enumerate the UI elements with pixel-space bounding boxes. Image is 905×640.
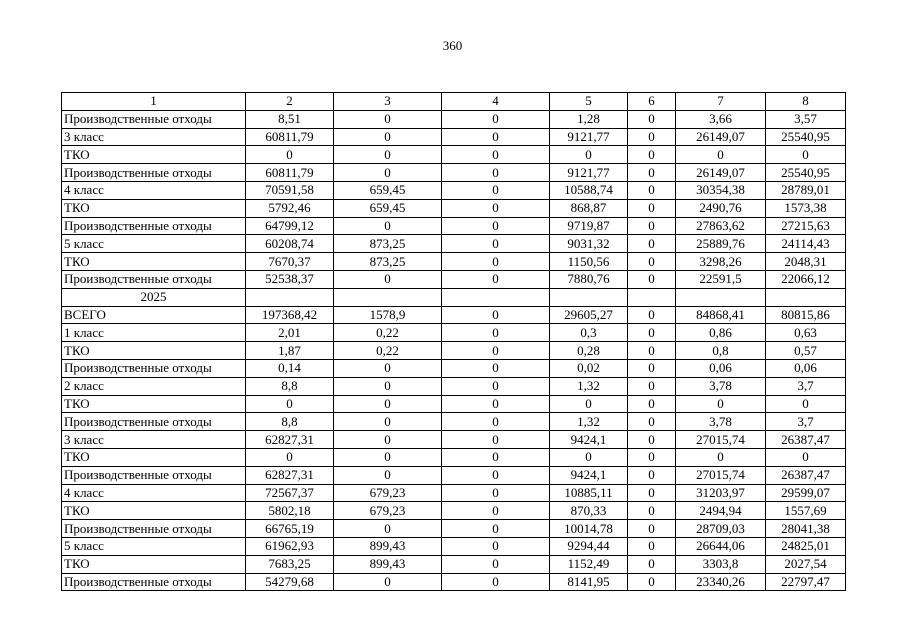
value-cell xyxy=(766,288,846,306)
value-cell: 8,8 xyxy=(246,413,334,431)
value-cell: 0 xyxy=(442,537,550,555)
value-cell: 0 xyxy=(628,520,676,538)
value-cell: 0 xyxy=(442,199,550,217)
value-cell: 0 xyxy=(442,235,550,253)
value-cell: 0,02 xyxy=(550,359,628,377)
column-header: 8 xyxy=(766,93,846,111)
value-cell: 27215,63 xyxy=(766,217,846,235)
table-row xyxy=(62,359,846,377)
value-cell: 1578,9 xyxy=(334,306,442,324)
value-cell: 0,22 xyxy=(334,324,442,342)
value-cell xyxy=(676,288,766,306)
value-cell: 1557,69 xyxy=(766,502,846,520)
value-cell: 28709,03 xyxy=(676,520,766,538)
value-cell: 0 xyxy=(766,448,846,466)
table-row xyxy=(62,342,846,360)
value-cell: 0 xyxy=(442,324,550,342)
value-cell xyxy=(628,288,676,306)
value-cell: 7670,37 xyxy=(246,253,334,271)
value-cell: 3,7 xyxy=(766,377,846,395)
row-label-cell: 3 класс xyxy=(62,431,246,449)
row-label-cell: ТКО xyxy=(62,253,246,271)
value-cell: 899,43 xyxy=(334,555,442,573)
value-cell: 0 xyxy=(334,110,442,128)
value-cell: 60811,79 xyxy=(246,164,334,182)
value-cell: 0 xyxy=(628,448,676,466)
value-cell: 2027,54 xyxy=(766,555,846,573)
value-cell: 0 xyxy=(442,413,550,431)
value-cell: 0 xyxy=(442,466,550,484)
table-row xyxy=(62,466,846,484)
value-cell: 22797,47 xyxy=(766,573,846,591)
table-row xyxy=(62,502,846,520)
value-cell: 22066,12 xyxy=(766,270,846,288)
table-row xyxy=(62,128,846,146)
value-cell: 0 xyxy=(628,253,676,271)
value-cell: 0 xyxy=(442,181,550,199)
value-cell: 873,25 xyxy=(334,253,442,271)
value-cell: 25540,95 xyxy=(766,128,846,146)
value-cell: 0 xyxy=(628,431,676,449)
value-cell: 0,3 xyxy=(550,324,628,342)
row-label-cell: 4 класс xyxy=(62,181,246,199)
value-cell: 64799,12 xyxy=(246,217,334,235)
table-row xyxy=(62,431,846,449)
value-cell: 2490,76 xyxy=(676,199,766,217)
value-cell: 0 xyxy=(442,342,550,360)
value-cell xyxy=(442,288,550,306)
table-row xyxy=(62,164,846,182)
value-cell: 31203,97 xyxy=(676,484,766,502)
row-label-cell: 5 класс xyxy=(62,537,246,555)
table-row xyxy=(62,270,846,288)
value-cell: 0 xyxy=(550,448,628,466)
value-cell: 24114,43 xyxy=(766,235,846,253)
value-cell: 0 xyxy=(628,555,676,573)
value-cell: 0 xyxy=(676,146,766,164)
value-cell: 25540,95 xyxy=(766,164,846,182)
value-cell: 0 xyxy=(628,377,676,395)
value-cell: 0 xyxy=(628,164,676,182)
value-cell xyxy=(334,288,442,306)
value-cell: 26149,07 xyxy=(676,128,766,146)
table-row xyxy=(62,324,846,342)
value-cell: 0 xyxy=(442,377,550,395)
table-row xyxy=(62,555,846,573)
value-cell: 80815,86 xyxy=(766,306,846,324)
value-cell: 0 xyxy=(676,395,766,413)
value-cell: 0 xyxy=(442,217,550,235)
row-label-cell: 3 класс xyxy=(62,128,246,146)
table-row xyxy=(62,520,846,538)
value-cell: 0 xyxy=(766,146,846,164)
value-cell: 0 xyxy=(628,199,676,217)
value-cell: 60811,79 xyxy=(246,128,334,146)
value-cell: 24825,01 xyxy=(766,537,846,555)
value-cell: 54279,68 xyxy=(246,573,334,591)
row-label-cell: ТКО xyxy=(62,342,246,360)
table-row xyxy=(62,235,846,253)
value-cell: 0 xyxy=(628,110,676,128)
value-cell: 2494,94 xyxy=(676,502,766,520)
value-cell: 0 xyxy=(442,306,550,324)
value-cell: 0 xyxy=(628,466,676,484)
value-cell: 0,8 xyxy=(676,342,766,360)
value-cell: 0 xyxy=(442,555,550,573)
value-cell: 9719,87 xyxy=(550,217,628,235)
value-cell: 0,57 xyxy=(766,342,846,360)
table-row xyxy=(62,253,846,271)
value-cell: 8,8 xyxy=(246,377,334,395)
value-cell: 868,87 xyxy=(550,199,628,217)
value-cell: 9294,44 xyxy=(550,537,628,555)
value-cell: 899,43 xyxy=(334,537,442,555)
value-cell: 0 xyxy=(442,448,550,466)
value-cell: 3303,8 xyxy=(676,555,766,573)
value-cell: 1152,49 xyxy=(550,555,628,573)
value-cell: 2,01 xyxy=(246,324,334,342)
value-cell: 28789,01 xyxy=(766,181,846,199)
row-label-cell: Производственные отходы xyxy=(62,217,246,235)
value-cell: 1,87 xyxy=(246,342,334,360)
row-label-cell: Производственные отходы xyxy=(62,110,246,128)
value-cell: 26387,47 xyxy=(766,466,846,484)
value-cell: 679,23 xyxy=(334,484,442,502)
table-row xyxy=(62,181,846,199)
row-label-cell: ТКО xyxy=(62,199,246,217)
row-label-cell: Производственные отходы xyxy=(62,164,246,182)
row-label-cell: ТКО xyxy=(62,555,246,573)
table-row xyxy=(62,199,846,217)
value-cell: 7880,76 xyxy=(550,270,628,288)
value-cell: 30354,38 xyxy=(676,181,766,199)
row-label-cell: ТКО xyxy=(62,146,246,164)
value-cell: 659,45 xyxy=(334,181,442,199)
value-cell: 9424,1 xyxy=(550,466,628,484)
table-row xyxy=(62,484,846,502)
value-cell: 0,06 xyxy=(676,359,766,377)
row-label-cell: Производственные отходы xyxy=(62,466,246,484)
value-cell: 0 xyxy=(442,484,550,502)
value-cell: 0 xyxy=(334,448,442,466)
table-row xyxy=(62,110,846,128)
value-cell: 25889,76 xyxy=(676,235,766,253)
value-cell: 61962,93 xyxy=(246,537,334,555)
table-row xyxy=(62,573,846,591)
value-cell: 3,78 xyxy=(676,377,766,395)
value-cell: 27863,62 xyxy=(676,217,766,235)
value-cell: 679,23 xyxy=(334,502,442,520)
value-cell: 8141,95 xyxy=(550,573,628,591)
value-cell: 0,28 xyxy=(550,342,628,360)
value-cell: 0 xyxy=(442,431,550,449)
value-cell: 0 xyxy=(334,377,442,395)
value-cell: 10885,11 xyxy=(550,484,628,502)
column-header: 7 xyxy=(676,93,766,111)
value-cell xyxy=(246,288,334,306)
column-header: 1 xyxy=(62,93,246,111)
data-table xyxy=(61,92,846,591)
value-cell: 2048,31 xyxy=(766,253,846,271)
value-cell: 0 xyxy=(628,217,676,235)
value-cell: 10014,78 xyxy=(550,520,628,538)
value-cell: 0 xyxy=(628,235,676,253)
value-cell: 0,06 xyxy=(766,359,846,377)
row-label-cell: ВСЕГО xyxy=(62,306,246,324)
value-cell: 0 xyxy=(334,146,442,164)
value-cell: 1,32 xyxy=(550,377,628,395)
value-cell: 0 xyxy=(628,537,676,555)
column-header: 5 xyxy=(550,93,628,111)
value-cell: 3,66 xyxy=(676,110,766,128)
value-cell: 84868,41 xyxy=(676,306,766,324)
value-cell: 870,33 xyxy=(550,502,628,520)
value-cell: 5792,46 xyxy=(246,199,334,217)
value-cell: 62827,31 xyxy=(246,466,334,484)
table-row xyxy=(62,395,846,413)
value-cell: 197368,42 xyxy=(246,306,334,324)
value-cell: 0 xyxy=(442,128,550,146)
value-cell: 26644,06 xyxy=(676,537,766,555)
row-label-cell: Производственные отходы xyxy=(62,413,246,431)
value-cell: 1,28 xyxy=(550,110,628,128)
value-cell: 3298,26 xyxy=(676,253,766,271)
value-cell: 0 xyxy=(442,270,550,288)
value-cell: 0 xyxy=(334,217,442,235)
value-cell: 66765,19 xyxy=(246,520,334,538)
value-cell: 0 xyxy=(550,146,628,164)
row-label-cell: ТКО xyxy=(62,502,246,520)
page-number: 360 xyxy=(442,38,463,53)
value-cell: 0,86 xyxy=(676,324,766,342)
row-label-cell: Производственные отходы xyxy=(62,520,246,538)
value-cell: 0 xyxy=(246,448,334,466)
value-cell: 0 xyxy=(628,342,676,360)
row-label-cell: Производственные отходы xyxy=(62,573,246,591)
value-cell: 5802,18 xyxy=(246,502,334,520)
value-cell: 0 xyxy=(334,431,442,449)
value-cell: 0 xyxy=(334,520,442,538)
value-cell: 0 xyxy=(628,146,676,164)
value-cell: 22591,5 xyxy=(676,270,766,288)
value-cell: 70591,58 xyxy=(246,181,334,199)
table-row xyxy=(62,146,846,164)
value-cell: 27015,74 xyxy=(676,431,766,449)
value-cell: 0 xyxy=(442,520,550,538)
value-cell: 3,57 xyxy=(766,110,846,128)
table-row xyxy=(62,217,846,235)
column-header: 6 xyxy=(628,93,676,111)
value-cell: 1,32 xyxy=(550,413,628,431)
table-row xyxy=(62,537,846,555)
value-cell: 26387,47 xyxy=(766,431,846,449)
column-header: 2 xyxy=(246,93,334,111)
value-cell: 0 xyxy=(628,270,676,288)
value-cell: 29599,07 xyxy=(766,484,846,502)
value-cell: 0 xyxy=(334,359,442,377)
value-cell: 3,7 xyxy=(766,413,846,431)
value-cell: 23340,26 xyxy=(676,573,766,591)
table-row xyxy=(62,306,846,324)
value-cell: 29605,27 xyxy=(550,306,628,324)
value-cell: 0 xyxy=(442,502,550,520)
value-cell: 62827,31 xyxy=(246,431,334,449)
value-cell: 0 xyxy=(334,395,442,413)
value-cell: 0 xyxy=(442,573,550,591)
value-cell: 0 xyxy=(628,573,676,591)
value-cell: 0 xyxy=(628,413,676,431)
value-cell: 0 xyxy=(676,448,766,466)
value-cell: 0 xyxy=(550,395,628,413)
value-cell: 0 xyxy=(628,395,676,413)
value-cell: 873,25 xyxy=(334,235,442,253)
row-label-cell: ТКО xyxy=(62,395,246,413)
value-cell: 0 xyxy=(628,502,676,520)
value-cell: 0 xyxy=(334,164,442,182)
value-cell: 0,63 xyxy=(766,324,846,342)
value-cell: 0 xyxy=(766,395,846,413)
value-cell: 9121,77 xyxy=(550,164,628,182)
value-cell: 0,14 xyxy=(246,359,334,377)
value-cell: 0 xyxy=(628,181,676,199)
value-cell: 0 xyxy=(334,466,442,484)
value-cell: 0 xyxy=(246,146,334,164)
value-cell: 26149,07 xyxy=(676,164,766,182)
column-header: 3 xyxy=(334,93,442,111)
table-row xyxy=(62,413,846,431)
value-cell: 0 xyxy=(334,413,442,431)
value-cell: 0 xyxy=(628,359,676,377)
row-label-cell: 1 класс xyxy=(62,324,246,342)
value-cell: 0 xyxy=(442,110,550,128)
value-cell: 9031,32 xyxy=(550,235,628,253)
value-cell: 8,51 xyxy=(246,110,334,128)
value-cell: 0,22 xyxy=(334,342,442,360)
column-header: 4 xyxy=(442,93,550,111)
value-cell: 52538,37 xyxy=(246,270,334,288)
row-label-cell: Производственные отходы xyxy=(62,359,246,377)
value-cell: 60208,74 xyxy=(246,235,334,253)
value-cell: 0 xyxy=(442,253,550,271)
value-cell: 9121,77 xyxy=(550,128,628,146)
row-label-cell: ТКО xyxy=(62,448,246,466)
value-cell: 0 xyxy=(442,359,550,377)
value-cell: 0 xyxy=(334,128,442,146)
value-cell: 0 xyxy=(628,324,676,342)
value-cell: 3,78 xyxy=(676,413,766,431)
value-cell: 7683,25 xyxy=(246,555,334,573)
row-label-cell: 2025 xyxy=(62,288,246,306)
value-cell: 0 xyxy=(442,164,550,182)
value-cell: 1573,38 xyxy=(766,199,846,217)
row-label-cell: 4 класс xyxy=(62,484,246,502)
value-cell: 28041,38 xyxy=(766,520,846,538)
row-label-cell: 2 класс xyxy=(62,377,246,395)
header-row xyxy=(62,93,846,111)
value-cell: 0 xyxy=(442,146,550,164)
row-label-cell: 5 класс xyxy=(62,235,246,253)
value-cell: 1150,56 xyxy=(550,253,628,271)
value-cell: 10588,74 xyxy=(550,181,628,199)
value-cell: 27015,74 xyxy=(676,466,766,484)
value-cell: 0 xyxy=(628,484,676,502)
value-cell: 0 xyxy=(442,395,550,413)
table-row xyxy=(62,448,846,466)
value-cell: 659,45 xyxy=(334,199,442,217)
table-row xyxy=(62,377,846,395)
table-row xyxy=(62,288,846,306)
value-cell: 0 xyxy=(334,573,442,591)
value-cell: 72567,37 xyxy=(246,484,334,502)
value-cell: 0 xyxy=(628,128,676,146)
value-cell: 0 xyxy=(246,395,334,413)
table-body xyxy=(62,93,846,591)
value-cell xyxy=(550,288,628,306)
value-cell: 0 xyxy=(628,306,676,324)
value-cell: 0 xyxy=(334,270,442,288)
row-label-cell: Производственные отходы xyxy=(62,270,246,288)
value-cell: 9424,1 xyxy=(550,431,628,449)
